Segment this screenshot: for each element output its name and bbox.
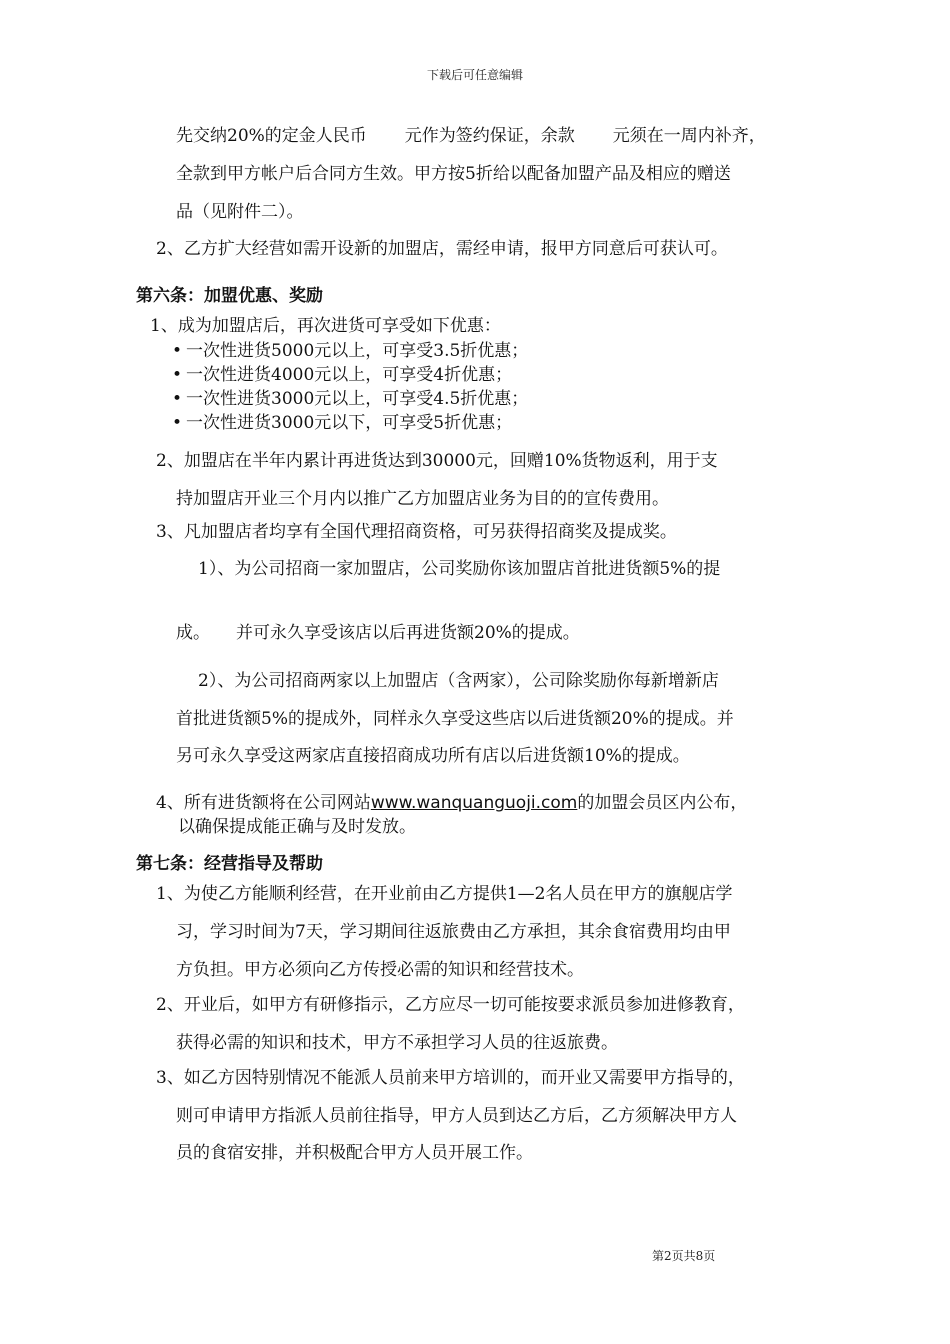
- list-item: 1、为使乙方能顺利经营，在开业前由乙方提供1—2名人员在甲方的旗舰店学: [156, 884, 733, 904]
- sub-item-continuation: [176, 621, 580, 645]
- list-item: 3、如乙方因特别情况不能派人员前来甲方培训的，而开业又需要甲方指导的，: [156, 1068, 745, 1088]
- list-item-continuation: 习，学习时间为7天，学习期间往返旅费由乙方承担，其余食宿费用均由甲: [176, 922, 731, 942]
- list-item-continuation: 持加盟店开业三个月内以推广乙方加盟店业务为目的的宣传费用。: [176, 489, 669, 509]
- paragraph-line: 全款到甲方帐户后合同方生效。甲方按5折给以配备加盟产品及相应的赠送: [176, 164, 731, 184]
- bullet-text: 一次性进货4000元以上，可享受4折优惠；: [186, 365, 513, 385]
- sub-item-continuation: 首批进货额5%的提成外，同样永久享受这些店以后进货额20%的提成。并: [176, 709, 734, 729]
- bullet-text: 一次性进货3000元以上，可享受4.5折优惠；: [186, 389, 529, 409]
- list-item: 3、凡加盟店者均享有全国代理招商资格，可另获得招商奖及提成奖。: [156, 522, 677, 542]
- sub-item: 2）、为公司招商两家以上加盟店（含两家），公司除奖励你每新增新店: [198, 671, 719, 691]
- list-item-continuation: 以确保提成能正确与及时发放。: [178, 817, 416, 837]
- paragraph-line: [176, 124, 766, 148]
- bullet-text: 一次性进货5000元以上，可享受3.5折优惠；: [186, 341, 529, 361]
- bullet-item: [172, 387, 528, 411]
- bullet-text: 一次性进货3000元以下，可享受5折优惠；: [186, 413, 513, 433]
- list-item-continuation: 则可申请甲方指派人员前往指导，甲方人员到达乙方后，乙方须解决甲方人: [176, 1106, 737, 1126]
- bullet-icon: •: [172, 365, 183, 385]
- website-link[interactable]: www.wanquanguoji.com: [370, 793, 578, 813]
- bullet-icon: •: [172, 341, 183, 361]
- bullet-item: [172, 363, 512, 387]
- list-item-continuation: 获得必需的知识和技术，甲方不承担学习人员的往返旅费。: [176, 1033, 618, 1053]
- section-heading: 第七条：经营指导及帮助: [136, 854, 323, 874]
- list-item: 2、开业后，如甲方有研修指示，乙方应尽一切可能按要求派员参加进修教育，: [156, 995, 745, 1015]
- paragraph-text: 先交纳20%的定金人民币: [176, 126, 367, 146]
- sub-item-text: 成。: [176, 623, 210, 643]
- page-number: 第2页共8页: [652, 1249, 716, 1263]
- list-item-text: 的加盟会员区内公布，: [577, 793, 748, 813]
- list-item-continuation: 员的食宿安排，并积极配合甲方人员开展工作。: [176, 1143, 533, 1163]
- bullet-item: [172, 411, 512, 435]
- list-item: 2、加盟店在半年内累计再进货达到30000元，回赠10%货物返利，用于支: [156, 451, 718, 471]
- bullet-icon: •: [172, 413, 183, 433]
- section-heading: 第六条：加盟优惠、奖励: [136, 286, 323, 306]
- list-item: 2、乙方扩大经营如需开设新的加盟店，需经申请，报甲方同意后可获认可。: [156, 239, 728, 259]
- paragraph-line: 品（见附件二）。: [176, 202, 304, 222]
- paragraph-text: 元作为签约保证，余款: [404, 126, 575, 146]
- sub-item: 1）、为公司招商一家加盟店，公司奖励你该加盟店首批进货额5%的提: [198, 559, 721, 579]
- list-item: 1、成为加盟店后，再次进货可享受如下优惠：: [150, 316, 501, 336]
- sub-item-continuation: 另可永久享受这两家店直接招商成功所有店以后进货额10%的提成。: [176, 746, 690, 766]
- list-item-continuation: 方负担。甲方必须向乙方传授必需的知识和经营技术。: [176, 960, 584, 980]
- header-note: 下载后可任意编辑: [426, 68, 523, 82]
- list-item-text: 4、所有进货额将在公司网站: [156, 793, 371, 813]
- bullet-item: [172, 339, 528, 363]
- list-item: [156, 791, 747, 815]
- paragraph-text: 元须在一周内补齐，: [612, 126, 766, 146]
- sub-item-text: 并可永久享受该店以后再进货额20%的提成。: [236, 623, 580, 643]
- bullet-icon: •: [172, 389, 183, 409]
